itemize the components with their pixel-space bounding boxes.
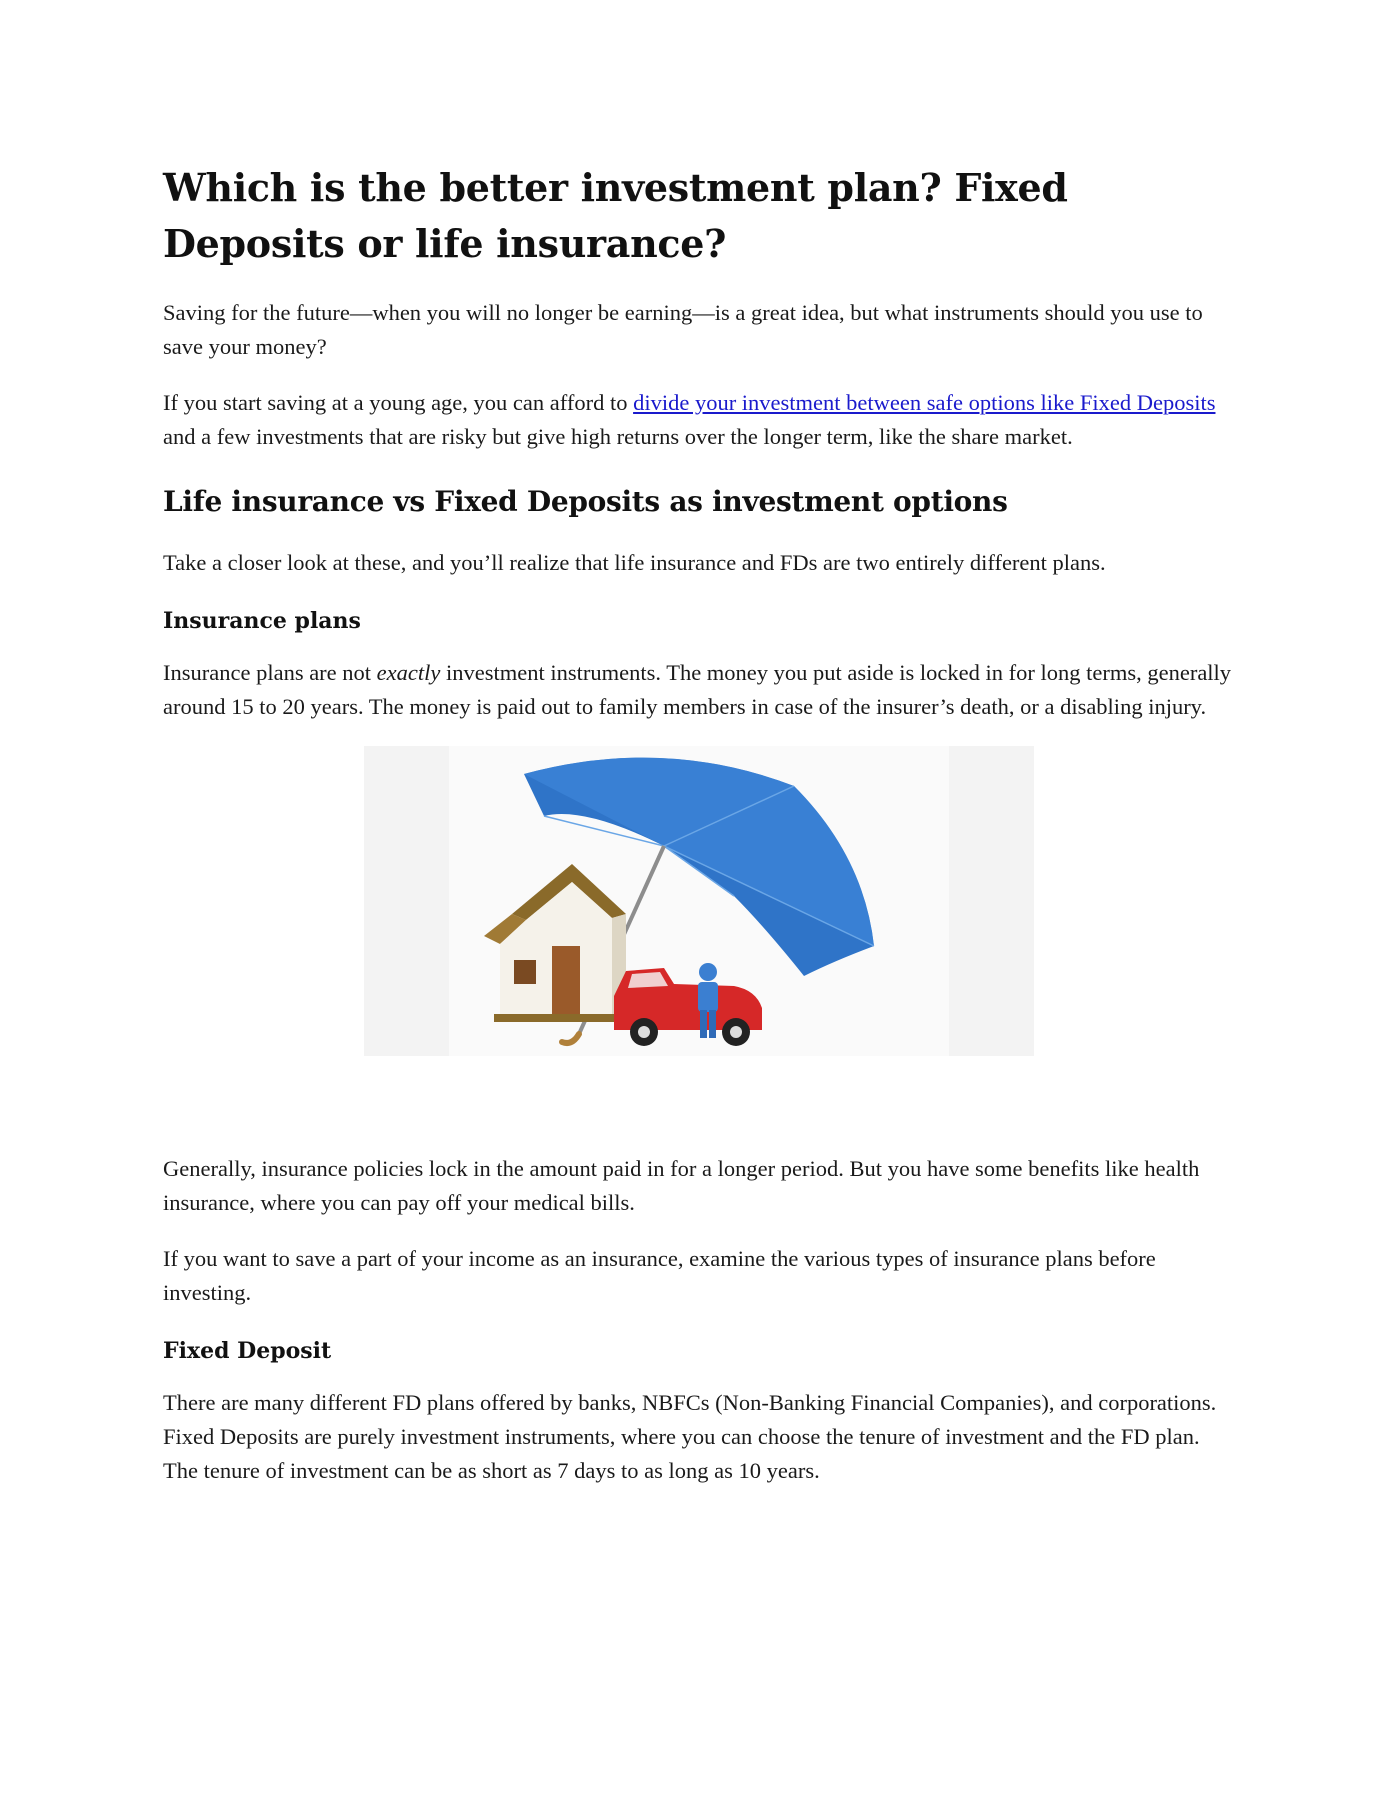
insurance-plans-heading: Insurance plans	[163, 608, 361, 634]
person-body	[698, 982, 718, 1012]
intro-p2-before: If you start saving at a young age, you can afford to	[163, 390, 634, 415]
figure-container	[163, 746, 1233, 1056]
insurance-p1-after: investment instruments. The money you put aside is locked in for long terms, generally around 15 to 20 years. The money is paid out to family members in case of the insurer’s death, or a disabling injury.	[163, 660, 1232, 719]
insurance-paragraph-2: Generally, insurance policies lock in the amount paid in for a longer period. But you have some benefits like health insurance, where you can pay off your medical bills.	[163, 1156, 1200, 1215]
page-title: Which is the better investment plan? Fixed Deposits or life insurance?	[163, 165, 1068, 266]
insurance-paragraph-3: If you want to save a part of your income as an insurance, examine the various types of insurance plans before investing.	[163, 1246, 1156, 1305]
insurance-p1-emphasis: exactly	[376, 660, 441, 685]
fd-investment-link[interactable]: divide your investment between safe options like Fixed Deposits	[633, 390, 1216, 415]
insurance-paragraph-1	[163, 656, 1233, 724]
document-page	[163, 160, 1233, 1510]
umbrella-house-car-image	[364, 746, 1034, 1056]
insurance-p1-before: Insurance plans are not	[163, 660, 377, 685]
person-head	[699, 963, 717, 981]
insurance-illustration	[364, 746, 1034, 1056]
comparison-paragraph: Take a closer look at these, and you’ll realize that life insurance and FDs are two entirely different plans.	[163, 550, 1106, 575]
intro-paragraph-1: Saving for the future—when you will no longer be earning—is a great idea, but what instruments should you use to save your money?	[163, 300, 1203, 359]
intro-paragraph-2	[163, 386, 1233, 454]
intro-p2-after: and a few investments that are risky but give high returns over the longer term, like the share market.	[163, 424, 1073, 449]
fixed-deposit-paragraph: There are many different FD plans offered by banks, NBFCs (Non-Banking Financial Companies), and corporations. Fixed Deposits are purely investment instruments, where you can choose the tenure of investment and the FD plan. The tenure of investment can be as short as 7 days to as long as 10 years.	[163, 1390, 1217, 1483]
fixed-deposit-heading: Fixed Deposit	[163, 1338, 332, 1364]
house-door	[552, 946, 580, 1014]
section-heading-comparison: Life insurance vs Fixed Deposits as investment options	[163, 485, 1008, 518]
